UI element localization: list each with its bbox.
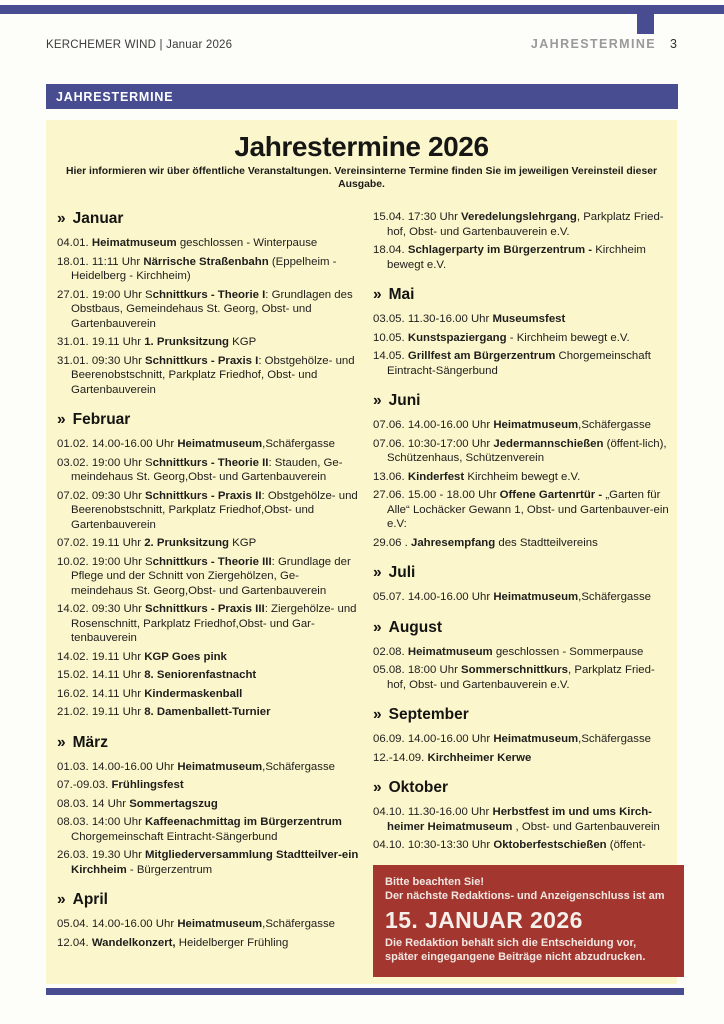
event-detail: ,Schäfergasse <box>578 591 651 603</box>
event-detail: 05.07. 14.00-16.00 Uhr <box>373 591 494 603</box>
event-detail: 31.01. 09:30 Uhr <box>57 354 146 367</box>
event-entry <box>57 255 360 284</box>
event-entry <box>57 335 360 350</box>
event-name: Wandelkonzert, <box>91 936 176 949</box>
section-marker-icon: » <box>57 733 66 751</box>
event-detail: 10.02. 19:00 Uhr S <box>57 555 153 568</box>
month-heading: » September <box>373 706 469 723</box>
top-corner-tab <box>637 5 654 34</box>
month-heading: » Oktober <box>373 779 449 796</box>
event-entry <box>57 917 360 932</box>
month-heading: » März <box>57 733 108 751</box>
event-detail: : Obstgehölze- und Beerenobstschnitt, Parkplatz Friedhof,Obst- und Gartenbauverein <box>71 489 358 531</box>
event-detail: 12.04. <box>57 936 92 949</box>
event-detail: , Parkplatz Fried-hof, Obst- und Gartenbauverein e.V. <box>387 211 664 238</box>
event-detail: (öffent- <box>606 839 646 851</box>
event-detail: 31.01. 19.11 Uhr <box>57 336 145 348</box>
event-detail: Kirchheim bewegt e.V. <box>464 470 581 483</box>
event-detail: 21.02. 19.11 Uhr <box>57 706 145 718</box>
event-name: Oktoberfestschießen <box>493 839 607 851</box>
header-section-label: JAHRESTERMINE <box>530 37 657 51</box>
event-detail: 27.06. 15.00 - 18.00 Uhr <box>373 489 500 501</box>
event-name: Heimatmuseum <box>177 918 263 930</box>
event-name: chnittkurs - Theorie II <box>152 456 269 469</box>
section-marker-icon: » <box>373 392 382 409</box>
section-marker-icon: » <box>373 286 382 303</box>
page-number: 3 <box>670 37 677 51</box>
event-detail: 14.02. 09:30 Uhr <box>57 603 146 615</box>
event-entry <box>373 349 670 378</box>
month-heading: » August <box>373 618 443 636</box>
event-name: Kirchheimer Kerwe <box>427 751 532 764</box>
event-entry <box>373 805 670 834</box>
event-entry <box>57 437 360 452</box>
page-title: Jahrestermine 2026 <box>234 131 489 162</box>
event-detail: 13.06. <box>373 470 408 483</box>
event-name: Schnittkurs - Praxis II <box>145 489 262 502</box>
event-detail: 01.03. 14.00-16.00 Uhr <box>57 760 178 773</box>
event-entry <box>373 210 670 239</box>
event-detail: 10.05. <box>373 331 408 344</box>
event-detail: 14.02. 19.11 Uhr <box>57 650 145 663</box>
section-marker-icon: » <box>57 210 66 227</box>
header-right <box>531 37 677 51</box>
event-entry <box>57 668 360 683</box>
event-name: Schlagerparty im Bürgerzentrum - <box>407 244 593 256</box>
event-entry <box>57 705 360 720</box>
running-header <box>46 37 677 51</box>
calendar-column-right-content <box>373 210 670 857</box>
event-entry <box>57 555 360 599</box>
event-entry <box>373 838 670 853</box>
event-detail: 15.02. 14.11 Uhr <box>57 669 145 681</box>
event-name: Jedermannschießen <box>493 437 604 450</box>
event-detail: 08.03. 14:00 Uhr <box>57 816 146 828</box>
section-marker-icon: » <box>57 411 66 428</box>
event-detail: : Grundlage der Pflege und der Schnitt von Ziergehölzen, Ge-meindehaus St. Georg,Obst- und Gartenbauverein <box>71 555 351 597</box>
event-detail: 07.06. 14.00-16.00 Uhr <box>373 419 494 431</box>
event-detail: 02.08. <box>373 645 408 658</box>
event-detail: 12.-14.09. <box>373 751 428 764</box>
notice-text: Der nächste Redaktions- und Anzeigenschluss ist am <box>385 890 665 902</box>
event-name: Kaffeenachmittag im Bürgerzentrum <box>145 816 342 828</box>
month-heading: » Januar <box>57 210 124 227</box>
event-detail: ,Schäfergasse <box>578 733 651 745</box>
section-marker-icon: » <box>373 706 382 723</box>
event-entry <box>373 331 670 346</box>
event-name: 8. Seniorenfastnacht <box>144 669 257 681</box>
event-detail: 08.03. 14 Uhr <box>57 797 130 810</box>
event-name: Museumsfest <box>492 313 566 325</box>
event-entry <box>373 645 670 660</box>
event-detail: (öffent-lich), Schützenhaus, Schützenverein <box>387 437 667 464</box>
event-name: Grillfest am Bürgerzentrum <box>407 350 556 362</box>
event-detail: ,Schäfergasse <box>262 760 335 773</box>
event-name: Heimatmuseum <box>407 645 493 658</box>
event-detail: des Stadtteilvereins <box>495 536 598 549</box>
month-heading: » Februar <box>57 411 131 428</box>
event-entry <box>57 456 360 485</box>
event-detail: - Bürgerzentrum <box>126 863 213 876</box>
section-marker-icon: » <box>373 779 382 796</box>
event-entry <box>373 470 670 485</box>
event-name: 2. Prunksitzung <box>144 537 229 549</box>
event-entry <box>373 418 670 433</box>
event-detail: 29.06 . <box>373 536 411 549</box>
section-banner-label: JAHRESTERMINE <box>56 89 174 104</box>
event-name: Schnittkurs - Praxis I <box>145 354 259 367</box>
event-entry <box>57 778 360 793</box>
calendar-columns <box>46 210 677 977</box>
event-name: Offene Gartenrtür - <box>499 489 603 501</box>
event-name: Frühlingsfest <box>111 779 184 791</box>
event-detail: KGP <box>229 537 257 549</box>
event-entry <box>57 602 360 646</box>
event-detail: 04.01. <box>57 237 92 249</box>
section-marker-icon: » <box>57 891 66 908</box>
event-detail: KGP <box>229 336 257 348</box>
event-detail: 26.03. 19.30 Uhr <box>57 849 146 861</box>
event-entry <box>57 236 360 251</box>
event-name: 8. Damenballett-Turnier <box>144 706 271 718</box>
event-detail: „Garten für Alle“ Lochäcker Gewann 1, Obst- und Gartenbauver-ein e.V: <box>387 489 669 530</box>
event-detail: 07.02. 19.11 Uhr <box>57 537 145 549</box>
event-name: Kinderfest <box>407 470 465 483</box>
event-name: Jahresempfang <box>411 536 496 549</box>
calendar-column-left <box>57 210 360 977</box>
event-entry <box>57 815 360 844</box>
event-entry <box>373 590 670 605</box>
section-banner <box>46 84 678 109</box>
event-detail: 07.06. 10:30-17:00 Uhr <box>373 437 494 450</box>
event-detail: Kirchheim bewegt e.V. <box>387 244 646 271</box>
event-detail: 03.05. 11.30-16.00 Uhr <box>373 313 493 325</box>
event-detail: Chorgemeinschaft Eintracht-Sängerbund <box>71 830 278 843</box>
event-entry <box>57 650 360 665</box>
event-detail: 18.01. 11:11 Uhr <box>57 255 144 268</box>
event-name: Kindermaskenball <box>144 687 243 700</box>
event-name: Veredelungslehrgang <box>461 211 577 223</box>
event-entry <box>57 797 360 812</box>
event-detail: 07.02. 09:30 Uhr <box>57 489 146 502</box>
event-name: Herbstfest im und ums Kirch-heimer Heimatmuseum <box>387 806 652 833</box>
event-detail: : Obstgehölze- und Beerenobstschnitt, Parkplatz Friedhof, Obst- und Gartenbauverein <box>71 354 355 396</box>
event-name: Heimatmuseum <box>493 733 579 745</box>
event-name: Sommerschnittkurs <box>461 664 569 676</box>
event-name: Heimatmuseum <box>493 419 579 431</box>
notice-disclaimer: Die Redaktion behält sich die Entscheidung vor, später eingegangene Beiträge nicht abzudrucken. <box>385 936 646 963</box>
event-detail: ,Schäfergasse <box>578 419 651 431</box>
event-detail: 15.04. 17:30 Uhr <box>373 211 462 223</box>
event-entry <box>373 732 670 747</box>
event-name: Heimatmuseum <box>177 760 263 773</box>
bottom-rule <box>46 988 684 995</box>
event-detail: geschlossen - Sommerpause <box>492 645 644 658</box>
publication-title: KERCHEMER WIND | Januar 2026 <box>46 39 233 51</box>
page-subtitle: Hier informieren wir über öffentliche Veranstaltungen. Vereinsinterne Termine finden Sie im jeweiligen Vereinsteil dieser Ausgabe. <box>65 166 658 190</box>
event-entry <box>373 437 670 466</box>
event-entry <box>57 936 360 951</box>
event-entry <box>373 751 670 766</box>
event-name: Mitgliederversammlung Stadtteilver-ein Kirchheim <box>71 849 359 876</box>
event-name: KGP Goes pink <box>144 650 227 663</box>
event-detail: 01.02. 14.00-16.00 Uhr <box>57 438 178 450</box>
event-detail: , Obst- und Gartenbauverein <box>515 820 660 833</box>
event-name: Heimatmuseum <box>177 438 263 450</box>
event-name: Heimatmuseum <box>91 237 177 249</box>
event-detail: 05.04. 14.00-16.00 Uhr <box>57 918 178 930</box>
section-marker-icon: » <box>373 564 382 581</box>
top-rule <box>0 5 724 14</box>
event-detail: geschlossen - Winterpause <box>176 237 318 249</box>
event-detail: 05.08. 18:00 Uhr <box>373 664 462 676</box>
event-name: Kunstspaziergang <box>407 331 507 344</box>
event-entry <box>57 848 360 877</box>
section-marker-icon: » <box>373 618 382 636</box>
event-entry <box>373 312 670 327</box>
event-name: Schnittkurs - Praxis III <box>145 603 265 615</box>
event-name: chnittkurs - Theorie I <box>152 288 266 301</box>
calendar-column-right <box>373 210 670 977</box>
deadline-notice <box>373 865 684 977</box>
event-detail: (Eppelheim - Heidelberg - Kirchheim) <box>71 255 337 282</box>
event-entry <box>373 243 670 272</box>
event-entry <box>57 288 360 332</box>
event-detail: 06.09. 14.00-16.00 Uhr <box>373 733 494 745</box>
event-name: 1. Prunksitzung <box>144 336 229 348</box>
event-name: chnittkurs - Theorie III <box>152 555 272 568</box>
event-entry <box>373 488 670 532</box>
event-detail: 18.04. <box>373 244 408 256</box>
event-entry <box>373 536 670 551</box>
event-entry <box>57 489 360 533</box>
calendar-column-left-content <box>57 210 360 950</box>
month-heading: » Juli <box>373 564 416 581</box>
event-name: Närrische Straßenbahn <box>143 255 269 268</box>
event-detail: 14.05. <box>373 350 408 362</box>
event-name: Sommertagszug <box>129 797 218 810</box>
event-detail: 03.02. 19:00 Uhr S <box>57 456 153 469</box>
month-heading: » Juni <box>373 392 421 409</box>
event-detail: : Stauden, Ge-meindehaus St. Georg,Obst- und Gartenbauverein <box>71 456 343 483</box>
event-detail: 07.-09.03. <box>57 779 112 791</box>
event-detail: 04.10. 11.30-16.00 Uhr <box>373 806 493 818</box>
event-entry <box>373 663 670 692</box>
event-name: Heimatmuseum <box>493 591 579 603</box>
event-detail: : Grundlagen des Obstbaus, Gemeindehaus St. Georg, Obst- und Gartenbauverein <box>71 288 353 330</box>
event-detail: Heidelberger Frühling <box>175 936 289 949</box>
event-detail: 16.02. 14.11 Uhr <box>57 687 145 700</box>
event-entry <box>57 687 360 702</box>
event-entry <box>57 760 360 775</box>
notice-deadline-date: 15. JANUAR 2026 <box>385 906 583 933</box>
month-heading: » April <box>57 891 108 908</box>
event-detail: : Ziergehölze- und Rosenschnitt, Parkplatz Friedhof,Obst- und Gar-tenbauverein <box>71 603 357 644</box>
event-detail: ,Schäfergasse <box>262 438 335 450</box>
month-heading: » Mai <box>373 286 415 303</box>
event-entry <box>57 536 360 551</box>
event-detail: - Kirchheim bewegt e.V. <box>506 331 630 344</box>
event-detail: Chorgemeinschaft Eintracht-Sängerbund <box>387 350 651 377</box>
notice-intro: Bitte beachten Sie! <box>385 875 485 888</box>
events-panel <box>46 120 677 984</box>
event-detail: 04.10. 10:30-13:30 Uhr <box>373 839 494 851</box>
event-detail: ,Schäfergasse <box>262 918 335 930</box>
event-detail: , Parkplatz Fried-hof, Obst- und Gartenbauverein e.V. <box>387 664 655 691</box>
event-entry <box>57 354 360 398</box>
event-detail: 27.01. 19:00 Uhr S <box>57 288 153 301</box>
